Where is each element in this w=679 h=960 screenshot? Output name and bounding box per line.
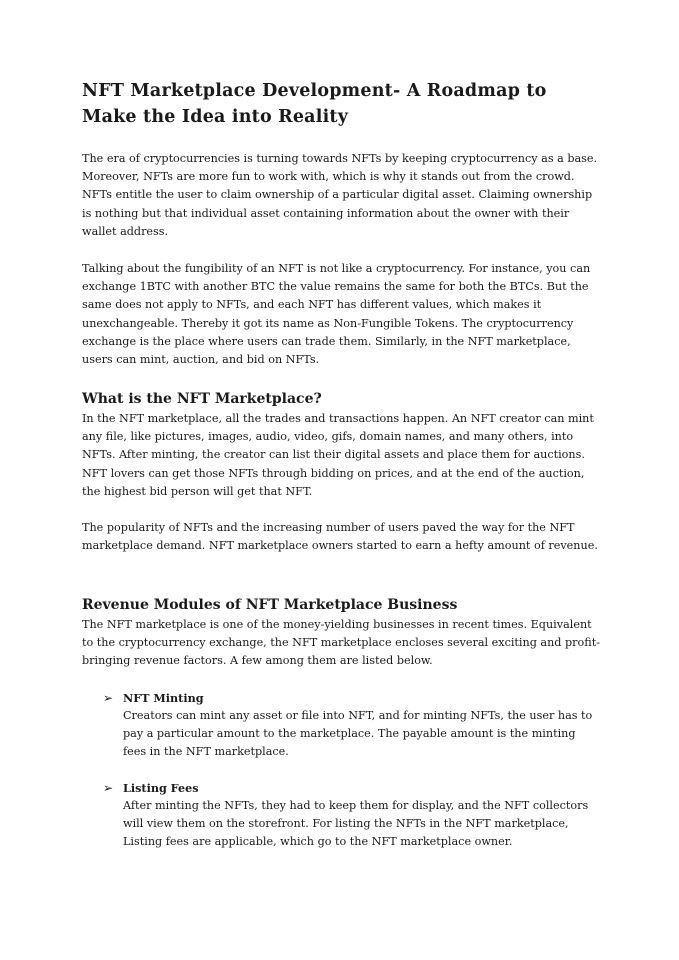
section-heading-marketplace: What is the NFT Marketplace? (82, 391, 322, 407)
intro-paragraph-2: Talking about the fungibility of an NFT is not like a cryptocurrency. For instance, you can exchange 1BTC with another BTC the value remains the same for both the BTCs. But the same does not apply to NFTs, and each NFT has different values, which makes it unexchangeable. Thereby it got its name as Non-Fungible Tokens. The cryptocurrency exchange is the place where users can trade them. Similarly, in the NFT marketplace, users can mint, auction, and bid on NFTs. (82, 262, 591, 367)
section-heading-revenue: Revenue Modules of NFT Marketplace Business (82, 597, 458, 613)
bullet-title-minting: NFT Minting (123, 691, 204, 705)
document-title: NFT Marketplace Development- A Roadmap to Make the Idea into Reality (82, 81, 547, 127)
bullet-text-minting: Creators can mint any asset or file into NFT, and for minting NFTs, the user has to pay a particular amount to the marketplace. The payable amount is the minting fees in the NFT marketplace. (123, 709, 593, 759)
arrow-bullet-icon: ➢ (103, 691, 114, 705)
intro-paragraph-1: The era of cryptocurrencies is turning towards NFTs by keeping cryptocurrency as a base. Moreover, NFTs are more fun to work with, which is why it stands out from the crowd. NFTs entitle the user to claim ownership of a particular digital asset. Claiming ownership is nothing but that individual asset containing information about the owner with their wallet address. (82, 152, 598, 238)
revenue-paragraph: The NFT marketplace is one of the money-yielding businesses in recent times. Equivalent to the cryptocurrency exchange, the NFT marketplace encloses several exciting and profit-bringing revenue factors. A few among them are listed below. (82, 618, 600, 668)
arrow-bullet-icon: ➢ (103, 781, 114, 795)
marketplace-paragraph-2: The popularity of NFTs and the increasing number of users paved the way for the NFT marketplace demand. NFT marketplace owners started to earn a hefty amount of revenue. (82, 521, 598, 553)
marketplace-paragraph-1: In the NFT marketplace, all the trades and transactions happen. An NFT creator can mint any file, like pictures, images, audio, video, gifs, domain names, and many others, into NFTs. After minting, the creator can list their digital assets and place them for auctions. NFT lovers can get those NFTs through bidding on prices, and at the end of the auction, the highest bid person will get that NFT. (82, 412, 594, 498)
bullet-text-listing-fees: After minting the NFTs, they had to keep them for display, and the NFT collectors will view them on the storefront. For listing the NFTs in the NFT marketplace, Listing fees are applicable, which go to the NFT marketplace owner. (123, 799, 589, 849)
bullet-title-listing-fees: Listing Fees (123, 781, 199, 795)
